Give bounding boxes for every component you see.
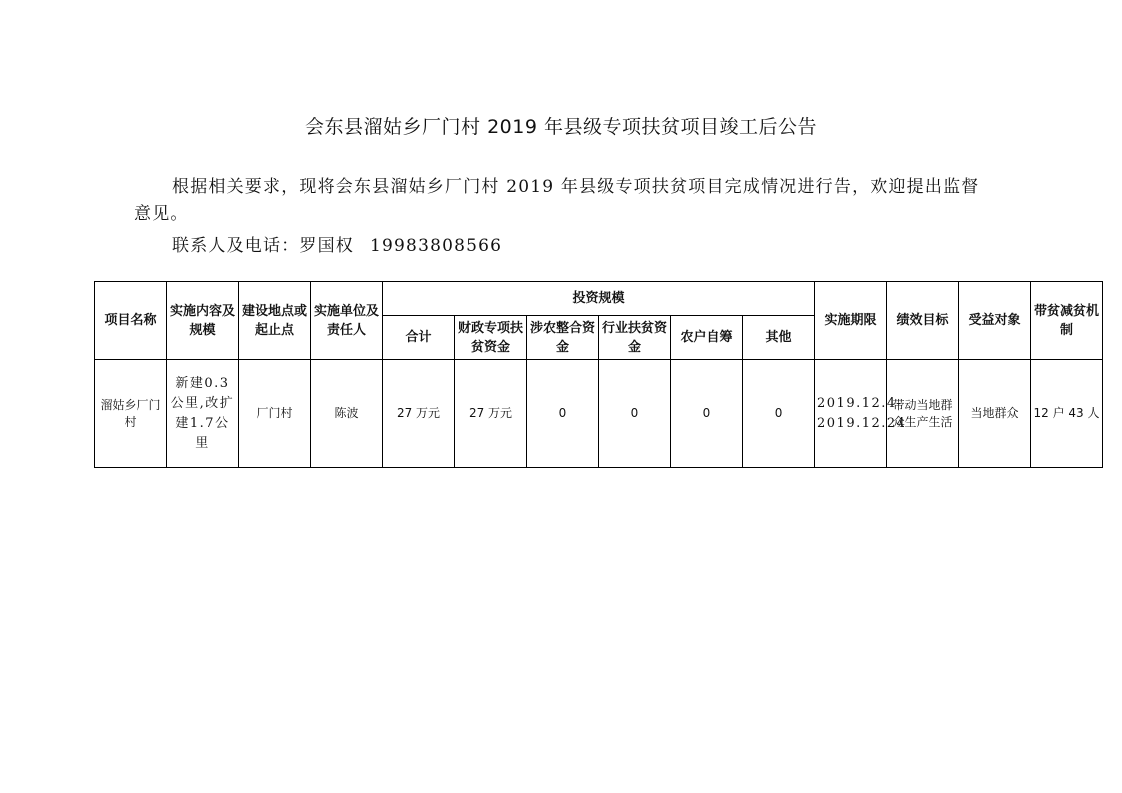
header-beneficiary: 受益对象 [959,282,1031,360]
project-table [94,281,1103,468]
notice-paragraph: 根据相关要求，现将会东县溜姑乡厂门村 2019 年县级专项扶贫项目完成情况进行告，欢迎提出监督意见。 [134,177,980,224]
header-agri: 涉农整合资金 [527,316,599,360]
header-period: 实施期限 [815,282,887,360]
cell-agri: 0 [527,360,599,468]
cell-location: 厂门村 [239,360,311,468]
contact-label: 联系人及电话：罗国权 [172,236,354,256]
cell-total: 27 万元 [383,360,455,468]
header-other: 其他 [743,316,815,360]
header-unit: 实施单位及责任人 [311,282,383,360]
header-mechanism: 带贫减贫机制 [1031,282,1103,360]
header-industry: 行业扶贫资金 [599,316,671,360]
cell-unit: 陈波 [311,360,383,468]
cell-beneficiary: 当地群众 [959,360,1031,468]
cell-mechanism: 12 户 43 人 [1031,360,1103,468]
header-goal: 绩效目标 [887,282,959,360]
cell-project-name: 溜姑乡厂门村 [95,360,167,468]
cell-industry: 0 [599,360,671,468]
cell-fiscal: 27 万元 [455,360,527,468]
cell-other: 0 [743,360,815,468]
header-total: 合计 [383,316,455,360]
header-investment: 投资规模 [383,282,815,316]
table-row [95,360,1103,468]
cell-content-scale: 新建0.3公里,改扩建1.7公里 [167,360,239,468]
header-farmer: 农户自筹 [671,316,743,360]
cell-farmer: 0 [671,360,743,468]
cell-goal: 带动当地群众生产生活 [887,360,959,468]
header-content-scale: 实施内容及规模 [167,282,239,360]
page-title: 会东县溜姑乡厂门村 2019 年县级专项扶贫项目竣工后公告 [305,116,817,138]
contact-phone: 19983808566 [370,236,503,256]
header-fiscal: 财政专项扶贫资金 [455,316,527,360]
header-location: 建设地点或起止点 [239,282,311,360]
header-project-name: 项目名称 [95,282,167,360]
contact-line [172,231,502,256]
cell-period: 2019.12.4-2019.12.24 [815,360,887,468]
